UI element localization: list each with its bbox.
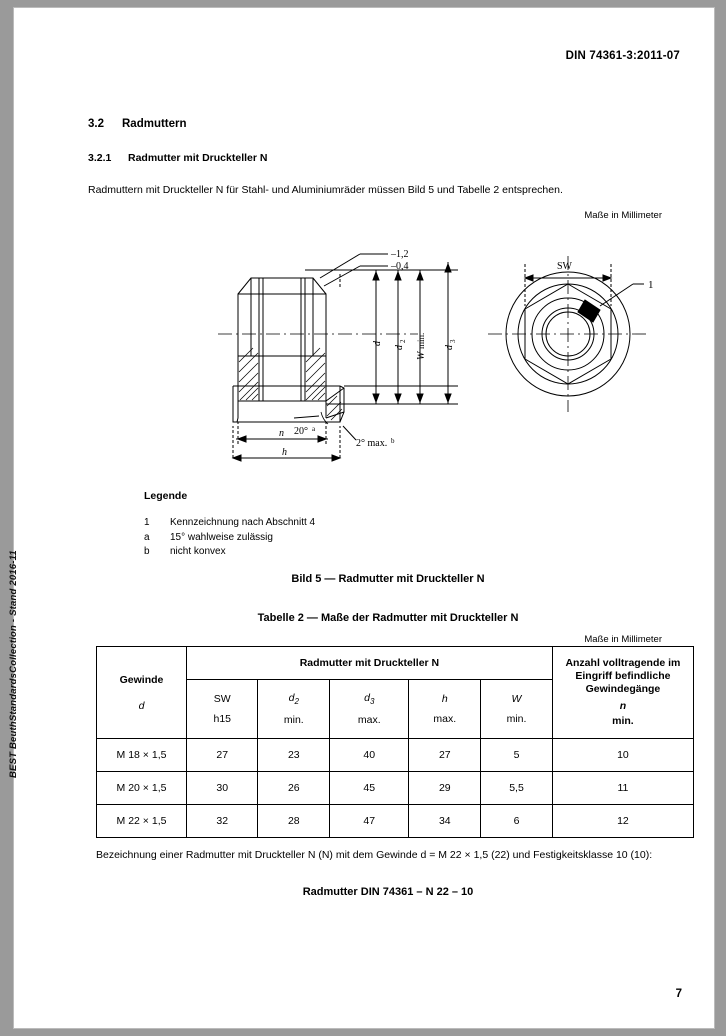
svg-text:2: 2: [399, 339, 407, 343]
legend-key: b: [144, 546, 150, 557]
designation-example: Radmutter DIN 74361 – N 22 – 10: [302, 886, 474, 898]
table-row: M 22 × 1,5 32 28 47 34 6 12: [97, 805, 694, 838]
header-sw: SW h15: [187, 680, 258, 739]
cell-h: 34: [409, 805, 481, 838]
cell-sw: 30: [187, 772, 258, 805]
header-gewindegaenge: Anzahl volltragende im Eingriff befindliche Gewindegänge n min.: [552, 647, 693, 739]
document-page: [8, 8, 714, 1028]
label-h: h: [282, 447, 287, 458]
table-row: M 18 × 1,5 27 23 40 27 5 10: [97, 739, 694, 772]
label-n: n: [279, 428, 284, 439]
standard-header: DIN 74361-3:2011-07: [565, 50, 680, 62]
designation-paragraph: Bezeichnung einer Radmutter mit Druckteller N (N) mit dem Gewinde d = M 22 × 1,5 (22) und Festigkeitsklasse 10 (10):: [96, 849, 653, 861]
legend-item: [144, 516, 315, 531]
table-row: M 20 × 1,5 30 26 45 29 5,5 11: [97, 772, 694, 805]
legend-item: [144, 531, 315, 546]
cell-d3: 45: [330, 772, 409, 805]
figure-caption: Bild 5 — Radmutter mit Druckteller N: [291, 573, 485, 585]
section-title-3-2: Radmuttern: [122, 118, 187, 130]
label-callout-1: 1: [648, 279, 654, 291]
header-d2: $d_2$ min.: [258, 680, 330, 739]
legend-text: nicht konvex: [170, 546, 226, 557]
cell-d3: 40: [330, 739, 409, 772]
cell-w: 5: [481, 739, 553, 772]
label-d: d: [372, 341, 383, 346]
intro-paragraph: Radmuttern mit Druckteller N für Stahl- und Aluminiumräder müssen Bild 5 und Tabelle 2 entsprechen.: [88, 184, 563, 196]
label-2-max-note: b: [391, 437, 395, 445]
cell-w: 5,5: [481, 772, 553, 805]
legend-text: 15° wahlweise zulässig: [170, 531, 273, 543]
cell-d2: 26: [258, 772, 330, 805]
table-caption: Tabelle 2 — Maße der Radmutter mit Druckteller N: [257, 612, 519, 624]
label-angle-20-note: a: [312, 425, 316, 433]
figure-bild-5: [88, 226, 688, 476]
cell-d3: 47: [330, 805, 409, 838]
legend-text: Kennzeichnung nach Abschnitt 4: [170, 517, 316, 528]
svg-text:min.: min.: [416, 332, 426, 349]
cell-d2: 28: [258, 805, 330, 838]
cell-n: 11: [552, 772, 693, 805]
svg-text:3: 3: [449, 339, 457, 343]
cell-w: 6: [481, 805, 553, 838]
cell-sw: 32: [187, 805, 258, 838]
sidebar-watermark-text: BEST BeuthStandardsCollection - Stand 2016-11: [8, 550, 19, 778]
cell-h: 29: [409, 772, 481, 805]
header-w: W min.: [481, 680, 553, 739]
label-2-max: 2° max.: [356, 438, 388, 449]
header-gewinde: Gewinde d: [97, 647, 187, 739]
label-w-min: W: [416, 351, 427, 360]
section-heading-3-2: [88, 118, 187, 130]
cell-d2: 23: [258, 739, 330, 772]
legend-item: [144, 545, 315, 560]
units-note-table: Maße in Millimeter: [584, 634, 662, 645]
cell-h: 27: [409, 739, 481, 772]
section-number-3-2: 3.2: [88, 118, 104, 130]
figure-drawing: [88, 226, 688, 476]
label-sw: SW: [557, 261, 572, 272]
cell-n: 10: [552, 739, 693, 772]
header-h: h max.: [409, 680, 481, 739]
legend-title: Legende: [144, 490, 188, 502]
table-header-row-1: [97, 647, 694, 680]
cell-n: 12: [552, 805, 693, 838]
label-d3: d: [444, 345, 455, 350]
dimensions-table: [96, 646, 694, 838]
cell-sw: 27: [187, 739, 258, 772]
label-d2: d: [394, 345, 405, 350]
header-radmutter-group: Radmutter mit Druckteller N: [187, 647, 553, 680]
label-angle-20: 20°: [294, 426, 308, 437]
section-number-3-2-1: 3.2.1: [88, 152, 112, 164]
label-chamfer-top: –1,2: [391, 249, 409, 260]
section-heading-3-2-1: [88, 152, 267, 164]
section-title-3-2-1: Radmutter mit Druckteller N: [128, 152, 268, 164]
legend-key: a: [144, 531, 150, 543]
page-number: 7: [675, 988, 682, 1000]
header-d3: $d_3$ max.: [330, 680, 409, 739]
label-chamfer-bottom: –0,4: [391, 261, 409, 272]
legend-key: 1: [144, 517, 150, 528]
legend-list: [144, 516, 315, 560]
units-note-figure: Maße in Millimeter: [584, 210, 662, 221]
